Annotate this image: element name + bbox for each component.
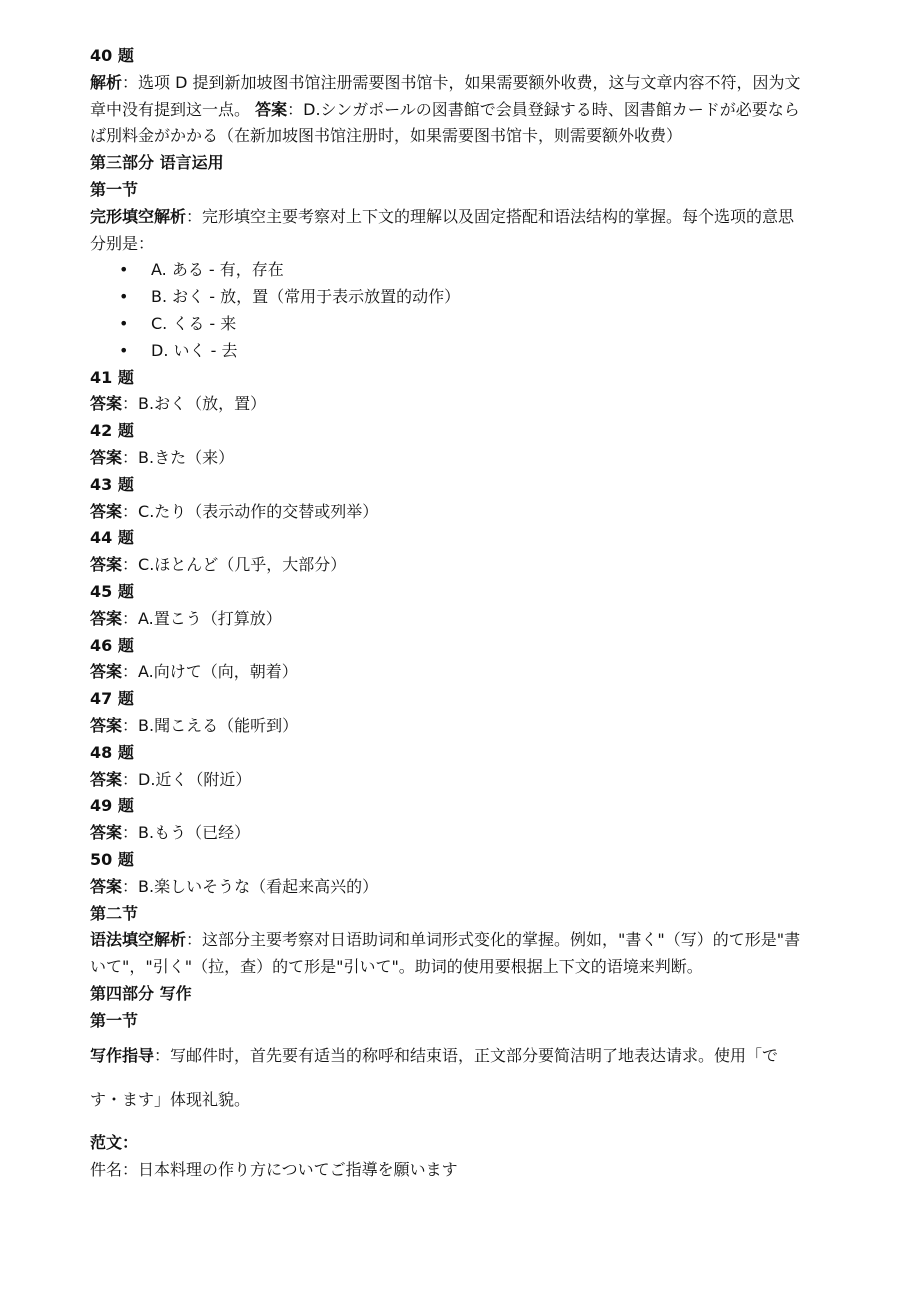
- answer-text: ：B.楽しいそうな（看起来高兴的）: [122, 876, 379, 896]
- question-heading: 50 题: [90, 849, 134, 869]
- question-heading: 46 题: [90, 635, 134, 655]
- question-heading: 49 题: [90, 796, 134, 816]
- list-item: • A. ある - 有，存在: [90, 257, 806, 284]
- cloze-text: ：完形填空主要考察对上下文的理解以及固定搭配和语法结构的掌握。每个选项的意思分别是：: [90, 206, 795, 253]
- answer-label: 答案: [90, 501, 123, 521]
- sample-label: 范文：: [90, 1133, 139, 1153]
- analysis-text: ：选项 D 提到新加坡图书馆注册需要图书馆卡，如果需要额外收费，这与文章内容不符，因为文章中没有提到这一点。: [90, 72, 801, 119]
- answer-line: [90, 874, 806, 901]
- part-title: 第四部分 写作: [90, 983, 192, 1003]
- list-item: • C. くる - 来: [90, 311, 806, 338]
- q40-analysis-paragraph: [90, 70, 806, 150]
- question-heading: 43 题: [90, 474, 134, 494]
- answer-text: ：A.置こう（打算放）: [122, 608, 282, 628]
- answer-label: 答案: [90, 394, 123, 414]
- answer-label: 答案: [90, 447, 123, 467]
- answer-label: 答案: [90, 876, 123, 896]
- question-heading: 40 题: [90, 46, 134, 65]
- answer-list: [90, 365, 806, 901]
- grammar-label: 语法填空解析: [90, 930, 187, 950]
- cloze-analysis-paragraph: [90, 204, 806, 258]
- answer-label: 答案: [255, 99, 288, 119]
- answer-label: 答案: [90, 555, 123, 575]
- guide-text: ：写邮件时，首先要有适当的称呼和结束语，正文部分要简洁明了地表达请求。使用「です・ます」体现礼貌。: [90, 1046, 779, 1110]
- writing-guide-paragraph: [90, 1034, 806, 1122]
- list-item: • B. おく - 放，置（常用于表示放置的动作）: [90, 284, 806, 311]
- section-title: 第一节: [90, 1010, 139, 1030]
- email-subject: 件名：日本料理の作り方についてご指導を願います: [90, 1160, 458, 1180]
- answer-text: ：B.きた（来）: [122, 447, 235, 467]
- answer-label: 答案: [90, 823, 123, 843]
- document-body: [90, 43, 806, 1184]
- question-heading: 47 题: [90, 689, 134, 709]
- question-heading: 42 题: [90, 421, 134, 441]
- answer-line: [90, 499, 806, 526]
- answer-text: ：B.聞こえる（能听到）: [122, 715, 299, 735]
- answer-line: [90, 767, 806, 794]
- cloze-label: 完形填空解析: [90, 206, 187, 226]
- answer-text: ：B.もう（已经）: [122, 823, 251, 843]
- question-heading: 48 题: [90, 742, 134, 762]
- option-list: [90, 257, 806, 364]
- answer-line: [90, 659, 806, 686]
- part-title: 第三部分 语言运用: [90, 153, 224, 173]
- answer-label: 答案: [90, 769, 123, 789]
- answer-line: [90, 606, 806, 633]
- section-title: 第一节: [90, 179, 139, 199]
- answer-text: ：A.向けて（向，朝着）: [122, 662, 298, 682]
- analysis-label: 解析: [90, 72, 123, 92]
- answer-line: [90, 445, 806, 472]
- list-item: • D. いく - 去: [90, 338, 806, 365]
- answer-text: ：B.おく（放，置）: [122, 394, 267, 414]
- answer-line: [90, 391, 806, 418]
- answer-text: ：C.ほとんど（几乎，大部分）: [122, 555, 347, 575]
- answer-line: [90, 552, 806, 579]
- guide-label: 写作指导: [90, 1046, 155, 1066]
- question-heading: 41 题: [90, 367, 134, 387]
- answer-text: ：D.シンガポールの図書館で会員登録する時、図書館カードが必要ならば別料金がかかる（在新加坡图书馆注册时，如果需要图书馆卡，则需要额外收费）: [90, 99, 800, 146]
- question-heading: 45 题: [90, 581, 134, 601]
- answer-line: [90, 820, 806, 847]
- answer-text: ：C.たり（表示动作的交替或列举）: [122, 501, 379, 521]
- grammar-text: ：这部分主要考察对日语助词和单词形式变化的掌握。例如，"書く"（写）的て形是"書いて"，"引く"（拉，查）的て形是"引いて"。助词的使用要根据上下文的语境来判断。: [90, 930, 801, 977]
- answer-label: 答案: [90, 715, 123, 735]
- answer-text: ：D.近く（附近）: [122, 769, 252, 789]
- answer-label: 答案: [90, 662, 123, 682]
- answer-label: 答案: [90, 608, 123, 628]
- grammar-analysis-paragraph: [90, 927, 806, 981]
- question-heading: 44 题: [90, 528, 134, 548]
- answer-line: [90, 713, 806, 740]
- section-title: 第二节: [90, 903, 139, 923]
